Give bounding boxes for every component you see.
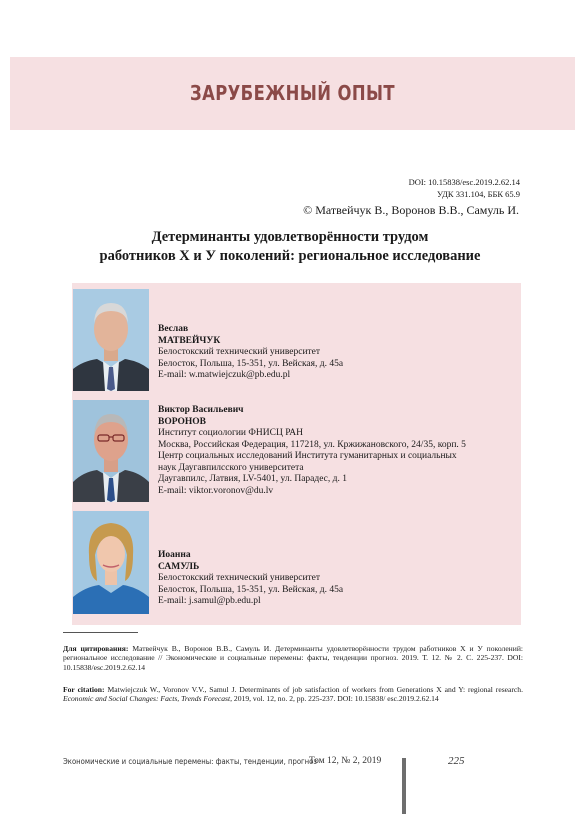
author-email: E-mail: w.matwiejczuk@pb.edu.pl (158, 370, 291, 380)
author-email: E-mail: viktor.voronov@du.lv (158, 485, 274, 496)
author-first-name: Веслав (158, 324, 189, 334)
author-address: Москва, Российская Федерация, 117218, ул. Кржижановского, 24/35, корп. 5 (158, 439, 466, 450)
author-block-matwiejczuk (158, 324, 343, 382)
citation-en-label: For citation: (63, 685, 105, 694)
author-address: Белосток, Польша, 15-351, ул. Вейская, д. 45а (158, 584, 344, 595)
citation-en-text-after: , 2019, vol. 12, no. 2, pp. 225-237. DOI: 10.15838/ esc.2019.2.62.14 (230, 694, 439, 704)
author-photo-samul (73, 511, 149, 614)
author-affiliation: Белостокский технический университет (158, 573, 321, 583)
citation-en-journal: Economic and Social Changes: Facts, Trends Forecast (63, 694, 231, 704)
citation-en (63, 685, 523, 704)
author-last-name: ВОРОНОВ (158, 416, 206, 427)
author-affiliation-2-cont: наук Даугавпилсского университета (158, 462, 304, 473)
author-address-2: Даугавпилс, Латвия, LV-5401, ул. Парадес, д. 1 (158, 474, 347, 484)
footer-journal-name: Экономические и социальные перемены: факты, тенденции, прогноз (63, 757, 318, 766)
article-title-line2: работников Х и У поколений: региональное исследование (99, 248, 481, 264)
section-banner (10, 57, 575, 130)
article-title-line1: Детерминанты удовлетворённости трудом (151, 229, 429, 245)
author-affiliation: Институт социологии ФНИСЦ РАН (158, 428, 303, 438)
copyright: © Матвейчук В., Воронов В.В., Самуль И. (303, 203, 519, 217)
author-photo-matwiejczuk (73, 289, 149, 391)
author-first-name: Виктор Васильевич (158, 405, 244, 415)
doi: DOI: 10.15838/esc.2019.2.62.14 (408, 177, 520, 187)
citation-ru-text: Матвейчук В., Воронов В.В., Самуль И. Детерминанты удовлетворённости трудом работников Х и У поколений: региональное исследование // Экономические и социальные перемены: факты, тенденции прогноз. 2019. Т. 12. № 2. С. 225-237. DOI: 10.15838/esc.2019.2.62.14 (63, 644, 523, 672)
citation-ru (63, 644, 523, 672)
citation-ru-label: Для цитирования: (63, 644, 129, 653)
footer-volume: Том 12, № 2, 2019 (309, 756, 382, 766)
footer-divider (402, 758, 406, 814)
author-last-name: МАТВЕЙЧУК (158, 335, 221, 346)
section-title: ЗАРУБЕЖНЫЙ ОПЫТ (190, 81, 395, 105)
author-block-voronov (158, 405, 466, 497)
author-block-samul (158, 550, 343, 608)
author-address: Белосток, Польша, 15-351, ул. Вейская, д. 45а (158, 358, 344, 369)
udk: УДК 331.104, ББК 65.9 (436, 189, 520, 199)
footnote-rule (63, 632, 138, 633)
author-photo-voronov (73, 400, 149, 502)
author-first-name: Иоанна (158, 550, 191, 560)
author-email: E-mail: j.samul@pb.edu.pl (158, 596, 261, 606)
author-last-name: САМУЛЬ (158, 561, 200, 572)
author-affiliation: Белостокский технический университет (158, 347, 321, 357)
page-number: 225 (448, 755, 465, 767)
author-affiliation-2: Центр социальных исследований Института гуманитарных и социальных (158, 451, 457, 461)
citation-en-text: Matwiejczuk W., Voronov V.V., Samul J. Determinants of job satisfaction of workers from Generations X and Y: regional research. (107, 685, 523, 694)
